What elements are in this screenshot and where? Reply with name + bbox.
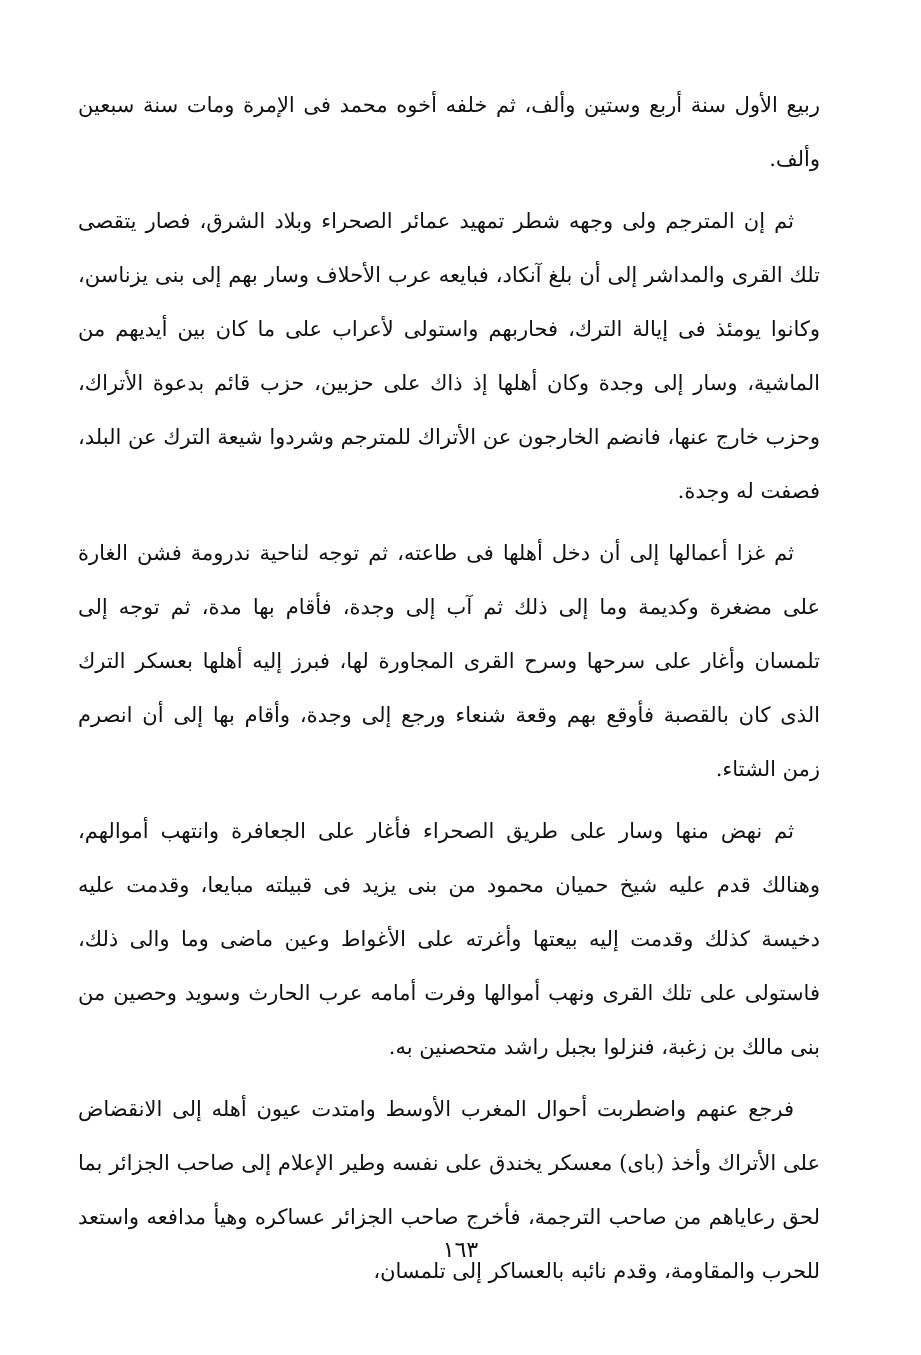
paragraph-4: ثم نهض منها وسار على طريق الصحراء فأغار على الجعافرة وانتهب أموالهم، وهنالك قدم عليه شيخ حميان محمود من بنى يزيد فى قبيلته مبايعا، وقدمت عليه دخيسة كذلك وقدمت إليه بيعتها وأغرته على الأغواط وعين ماضى وما والى ذلك، فاستولى على تلك القرى ونهب أموالها وفرت أمامه عرب الحارث وسويد وحصين من بنى مالك بن زغبة، فنزلوا بجبل راشد متحصنين به. xyxy=(78,819,820,1059)
page-number: ١٦٣ xyxy=(442,1238,479,1263)
paragraph-1: ربيع الأول سنة أربع وستين وألف، ثم خلفه أخوه محمد فى الإمرة ومات سنة سبعين وألف. xyxy=(78,93,820,171)
body-text xyxy=(78,78,820,1306)
paragraph-5: فرجع عنهم واضطربت أحوال المغرب الأوسط وامتدت عيون أهله إلى الانقضاض على الأتراك وأخذ (باى) معسكر يخندق على نفسه وطير الإعلام إلى صاحب الجزائر بما لحق رعاياهم من صاحب الترجمة، فأخرج صاحب الجزائر عساكره وهيأ مدافعه واستعد للحرب والمقاومة، وقدم نائبه بالعساكر إلى تلمسان، xyxy=(78,1097,820,1283)
paragraph-2: ثم إن المترجم ولى وجهه شطر تمهيد عمائر الصحراء وبلاد الشرق، فصار يتقصى تلك القرى والمداشر إلى أن بلغ آنكاد، فبايعه عرب الأحلاف وسار بهم إلى بنى يزناسن، وكانوا يومئذ فى إيالة الترك، فحاربهم واستولى لأعراب على ما كان بين أيديهم من الماشية، وسار إلى وجدة وكان أهلها إذ ذاك على حزبين، حزب قائم بدعوة الأتراك، وحزب خارج عنها، فانضم الخارجون عن الأتراك للمترجم وشردوا شيعة الترك عن البلد، فصفت له وجدة. xyxy=(78,209,820,503)
paragraph-3: ثم غزا أعمالها إلى أن دخل أهلها فى طاعته، ثم توجه لناحية ندرومة فشن الغارة على مضغرة وكديمة وما إلى ذلك ثم آب إلى وجدة، فأقام بها مدة، ثم توجه إلى تلمسان وأغار على سرحها وسرح القرى المجاورة لها، فبرز إليه أهلها بعسكر الترك الذى كان بالقصبة فأوقع بهم وقعة شنعاء ورجع إلى وجدة، وأقام بها إلى أن انصرم زمن الشتاء. xyxy=(78,541,820,781)
